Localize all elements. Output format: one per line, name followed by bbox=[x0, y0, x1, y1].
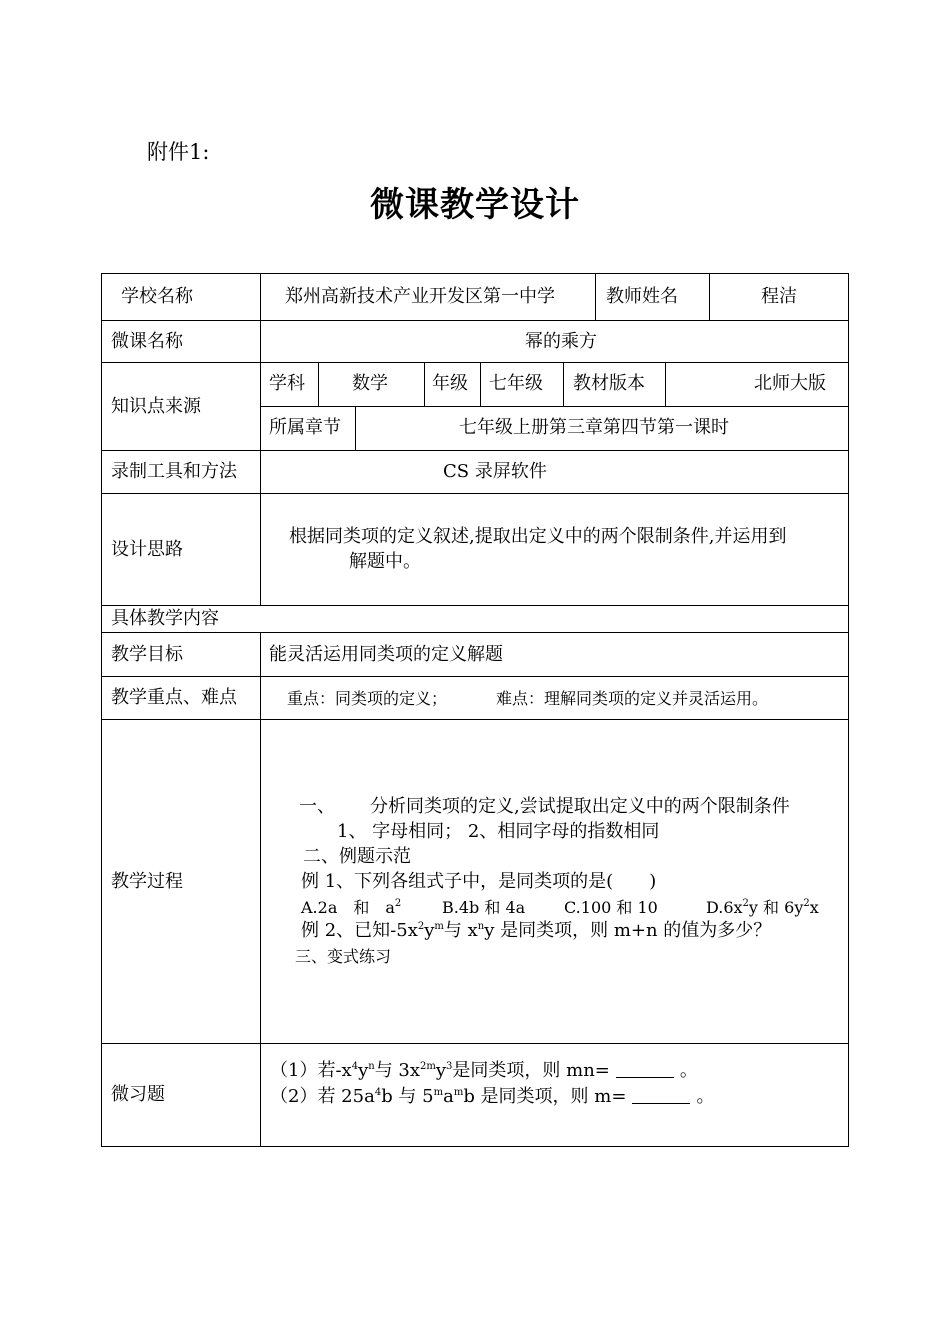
column-line bbox=[563, 362, 564, 406]
tool-label: 录制工具和方法 bbox=[111, 461, 237, 482]
course-value: 幂的乘方 bbox=[525, 331, 597, 352]
key-label: 教学重点、难点 bbox=[111, 687, 237, 708]
key-point: 重点：同类项的定义； bbox=[287, 689, 448, 708]
column-line bbox=[480, 362, 481, 406]
example-1: 例 1、下列各组式子中，是同类项的是( ) bbox=[301, 871, 657, 892]
attachment-label: 附件1: bbox=[147, 140, 210, 164]
process-label: 教学过程 bbox=[111, 871, 183, 892]
answer-blank[interactable] bbox=[632, 1089, 690, 1104]
column-line bbox=[424, 362, 425, 406]
column-line bbox=[318, 362, 319, 406]
process-step-2: 二、例题示范 bbox=[303, 846, 411, 867]
option-a: A.2a 和 $a^2$ bbox=[301, 898, 402, 917]
option-c: C.100 和 10 bbox=[564, 898, 658, 917]
teacher-label: 教师姓名 bbox=[606, 286, 678, 307]
school-label: 学校名称 bbox=[121, 286, 193, 307]
process-step-1-number: 一、 bbox=[299, 796, 335, 817]
design-line-2: 解题中。 bbox=[349, 551, 421, 572]
source-label: 知识点来源 bbox=[111, 396, 201, 417]
exercise-2: （2）若 $25a^4b$ 与 $5^ma^mb$ 是同类项，则 m= 。 bbox=[270, 1086, 715, 1107]
answer-blank[interactable] bbox=[616, 1063, 674, 1078]
row-line bbox=[260, 406, 849, 407]
goal-label: 教学目标 bbox=[111, 644, 183, 665]
example-2: 例 2、已知$-5x^2y^m$与 $x^ny$ 是同类项，则 m+n 的值为多少？ bbox=[301, 920, 772, 941]
column-line bbox=[355, 406, 356, 450]
process-step-1: 分析同类项的定义,尝试提取出定义中的两个限制条件 bbox=[370, 796, 790, 817]
column-line bbox=[709, 273, 710, 320]
row-line bbox=[101, 632, 849, 633]
course-label: 微课名称 bbox=[111, 331, 183, 352]
row-line bbox=[101, 362, 849, 363]
content-label: 具体教学内容 bbox=[111, 608, 219, 629]
row-line bbox=[101, 1043, 849, 1044]
grade-value: 七年级 bbox=[489, 373, 543, 394]
column-line bbox=[595, 273, 596, 320]
row-line bbox=[101, 320, 849, 321]
process-conditions: 1、 字母相同； 2、相同字母的指数相同 bbox=[337, 821, 660, 842]
exercise-1: （1）若$-x^4y^n$与 $3x^{2m}y^3$是同类项，则 mn= 。 bbox=[270, 1060, 698, 1081]
option-d: $D.6x^2y$ 和 $6y^2x$ bbox=[706, 898, 819, 917]
lesson-design-table bbox=[101, 273, 849, 1147]
row-line bbox=[101, 450, 849, 451]
subject-label: 学科 bbox=[269, 373, 305, 394]
grade-label: 年级 bbox=[432, 373, 468, 394]
edition-label: 教材版本 bbox=[573, 373, 645, 394]
teacher-value: 程洁 bbox=[761, 286, 797, 307]
row-line bbox=[101, 719, 849, 720]
edition-value: 北师大版 bbox=[754, 373, 826, 394]
page-title: 微课教学设计 bbox=[370, 185, 580, 225]
exercise-label: 微习题 bbox=[111, 1084, 165, 1105]
column-line bbox=[260, 273, 261, 605]
process-step-3: 三、变式练习 bbox=[295, 947, 392, 966]
chapter-label: 所属章节 bbox=[269, 417, 341, 438]
row-line bbox=[101, 676, 849, 677]
tool-value: CS 录屏软件 bbox=[443, 461, 547, 482]
column-line bbox=[260, 632, 261, 1147]
design-label: 设计思路 bbox=[111, 539, 183, 560]
subject-value: 数学 bbox=[352, 373, 388, 394]
option-b: B.4b 和 4a bbox=[442, 898, 526, 917]
row-line bbox=[101, 605, 849, 606]
design-line-1: 根据同类项的定义叙述,提取出定义中的两个限制条件,并运用到 bbox=[289, 526, 787, 547]
goal-value: 能灵活运用同类项的定义解题 bbox=[269, 644, 503, 665]
difficulty: 难点：理解同类项的定义并灵活运用。 bbox=[496, 689, 769, 708]
column-line bbox=[665, 362, 666, 406]
school-value: 郑州高新技术产业开发区第一中学 bbox=[285, 286, 555, 307]
chapter-value: 七年级上册第三章第四节第一课时 bbox=[459, 417, 729, 438]
row-line bbox=[101, 493, 849, 494]
